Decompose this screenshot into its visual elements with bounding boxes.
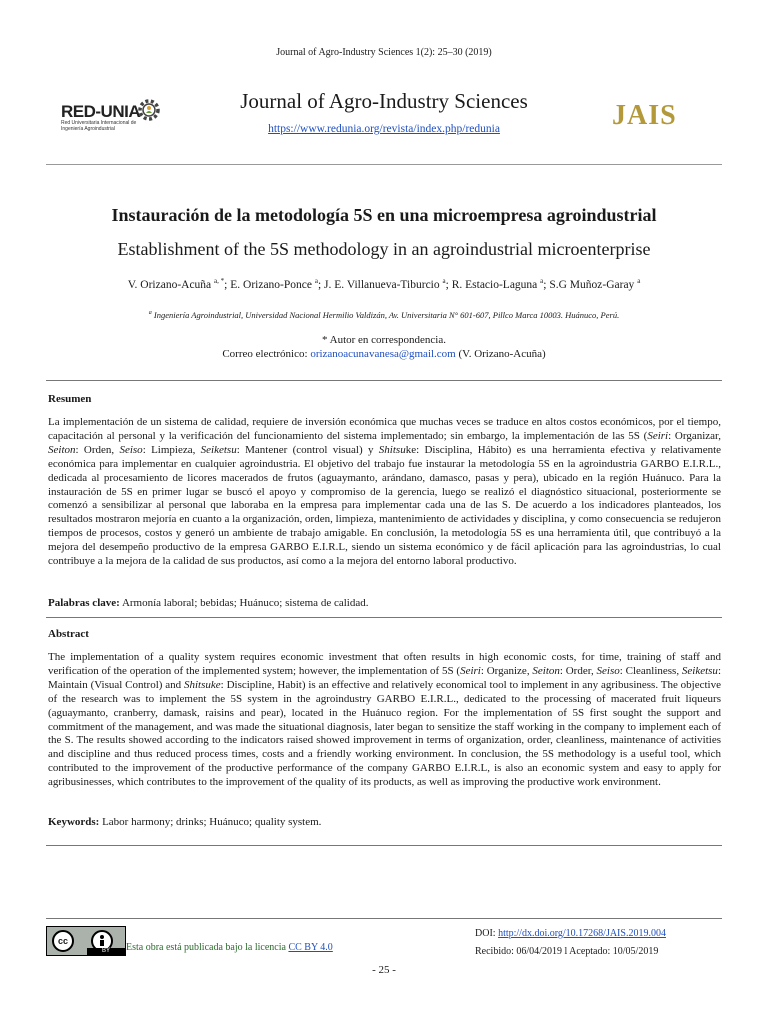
- journal-url-link[interactable]: https://www.redunia.org/revista/index.php/redunia: [268, 123, 500, 135]
- author-affiliation-marker: a: [637, 277, 641, 285]
- resumen-heading: Resumen: [48, 393, 92, 405]
- section-divider: [46, 617, 722, 618]
- cc-by-license-badge[interactable]: [46, 926, 126, 956]
- keywords-es: [48, 597, 368, 609]
- author-name: S.G Muñoz-Garay: [549, 278, 638, 291]
- doi-label: DOI:: [475, 928, 496, 939]
- resumen-body: La implementación de un sistema de calidad, requiere de inversión económica que muchas veces se traduce en altos costos económicos, por el tiempo, capacitación al personal y la verificación del funcionamiento del sistema implementado; sin embargo, la implementación de las 5S (Seiri: Organizar, Seiton: Orden, Seiso: Limpieza, Seiketsu: Mantener (control visual) y Shitsuke: Disciplina, Hábito) es una herramienta efectiva y relativamente económica para implementar en cualquier agroindustria. El objetivo del trabajo fue instaurar la metodología 5S en la agroindustria GARBO E.I.R.L., dedicada al procesamiento de licores macerados de frutos (aguaymanto, arándano, damasco, pasas y pera), ubicado en la región Huánuco. Para la instauración de 5S en primer lugar se buscó el apoyo y compromiso de la gerencia, luego se realizó el diagnóstico situacional, posteriormente se comenzó a sensibilizar al personal que laboraba en la empresa para implementar cada una de las S. De acuerdo a los indicadores planteados, los resultados mostraron mejoría en cuanto a la organización, orden, limpieza, mantenimiento de actividades y disciplina, y como consecuencia se redujeron tiempos de procesos, costos y generó un ambiente de trabajo amigable. En conclusión, la metodología 5S es una herramienta útil, que contribuyó a la mejora del desempeño productivo de la empresa GARBO E.I.R.L, siendo un sistema económico y de fácil aplicación para las agroindustrias, lo cual contribuye a la mejora de la calidad de sus productos, así como a la mejora del entorno laboral productivo.: [48, 416, 722, 568]
- author-affiliation-marker: a: [442, 277, 446, 285]
- keywords-en-label: Keywords:: [48, 816, 100, 828]
- author-affiliation-marker: a, *: [214, 277, 225, 285]
- email-link[interactable]: orizanoacunavanesa@gmail.com: [310, 348, 456, 360]
- section-divider: [46, 380, 722, 381]
- doi-line: [475, 928, 666, 939]
- keywords-en: [48, 816, 321, 828]
- license-text: Esta obra está publicada bajo la licencia: [126, 942, 286, 953]
- correspondence-email-line: [0, 348, 768, 360]
- author-affiliation-marker: a: [314, 277, 318, 285]
- logo-subtitle: Red Universitaria Internacional de Ingeniería Agroindustrial: [61, 120, 137, 132]
- journal-title: Journal of Agro-Industry Sciences: [240, 89, 528, 113]
- logo-wordmark: RED-UNIA: [61, 102, 141, 121]
- section-divider: [46, 845, 722, 846]
- license-line: [126, 942, 333, 953]
- article-title-es: Instauración de la metodología 5S en una microempresa agroindustrial: [111, 205, 657, 225]
- header-divider: [46, 164, 722, 165]
- author-affiliation-marker: a: [540, 277, 544, 285]
- author-name: R. Estacio-Laguna: [451, 278, 541, 291]
- author-list: V. Orizano-Acuña $^{a, *}$; E. Orizano-Ponce $^a$; J. E. Villanueva-Tiburcio $^a$; R. Estacio-Laguna $^a$; S.G Muñoz-Garay $^a$: [127, 277, 641, 291]
- author-name: J. E. Villanueva-Tiburcio: [324, 278, 443, 291]
- received-accepted-dates: Recibido: 06/04/2019 l Aceptado: 10/05/2019: [475, 946, 659, 957]
- affiliation-marker: a: [148, 310, 152, 317]
- page-number: - 25 -: [372, 964, 396, 976]
- keywords-en-text: Labor harmony; drinks; Huánuco; quality system.: [102, 816, 322, 828]
- affiliation: [0, 310, 768, 320]
- cc-by-label: BY: [87, 948, 125, 955]
- email-label: Correo electrónico:: [222, 348, 308, 360]
- author-name: E. Orizano-Ponce: [230, 278, 315, 291]
- journal-reference: Journal of Agro-Industry Sciences 1(2): 25–30 (2019): [276, 47, 492, 58]
- license-link[interactable]: CC BY 4.0: [288, 942, 333, 953]
- abstract-heading: Abstract: [48, 628, 89, 640]
- jais-logo: JAIS: [612, 100, 677, 131]
- keywords-es-label: Palabras clave:: [48, 597, 120, 609]
- doi-link[interactable]: http://dx.doi.org/10.17268/JAIS.2019.004: [498, 928, 666, 939]
- cc-icon: cc: [52, 930, 74, 952]
- email-owner: (V. Orizano-Acuña): [458, 348, 546, 360]
- author-name: V. Orizano-Acuña: [127, 278, 215, 291]
- keywords-es-text: Armonía laboral; bebidas; Huánuco; sistema de calidad.: [121, 597, 369, 609]
- footer-divider: [46, 918, 722, 919]
- correspondence-note: * Autor en correspondencia.: [321, 334, 446, 346]
- article-title-en: Establishment of the 5S methodology in an agroindustrial microenterprise: [117, 239, 651, 259]
- abstract-body: The implementation of a quality system requires economic investment that often results in high economic costs, for time, training of staff and verification of the operation of the implemented system; however, the implementation of 5S (Seiri: Organize, Seiton: Order, Seiso: Cleanliness, Seiketsu: Maintain (Visual Control) and Shitsuke: Discipline, Habit) is an effective and relatively economical tool to implement in any agribusiness. The objective of the research was to implement the 5S system in the agroindustry GARBO E.I.R.L., dedicated to the processing of macerated fruit liqueurs (aguaymanto, cranberry, damask, raisins and pear), located in the Huánuco region. For the implementation of 5S first sought the support and commitment of the management, and was made the situational diagnosis, later began to sensitize the staff working in the company to implement each of the S. The results showed according to the indicators raised showed improvement in terms of organization, order, cleanliness, maintenance of activities and discipline and thus reduced process times, costs and a friendly working environment. In conclusion, the 5S methodology is a useful tool, which contributed to the improvement of the productive performance of the company GARBO E.I.R.L, is also an economic system and easy to apply for agribusinesses, which contributes to the improvement of the quality of its products, as well as improving the productive work environment.: [48, 651, 721, 789]
- affiliation-text: Ingeniería Agroindustrial, Universidad Nacional Hermilio Valdizán, Av. Universitaria N° 601-607, Pillco Marca 10003. Huánuco, Perú.: [153, 310, 620, 320]
